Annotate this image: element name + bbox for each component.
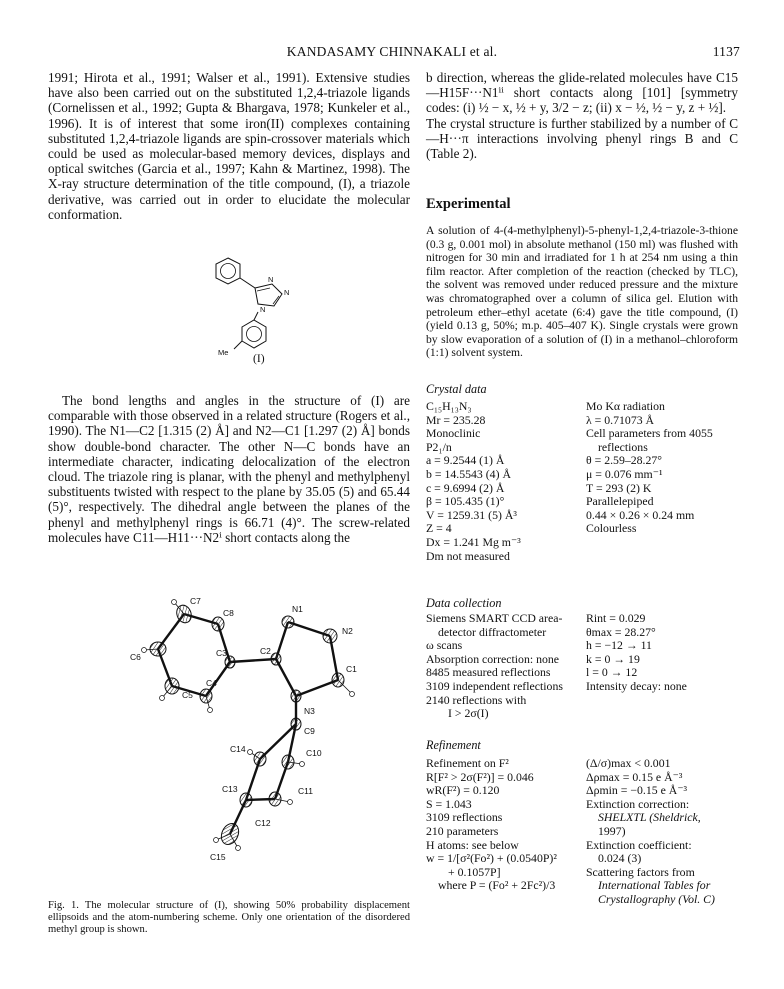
atom-label-c15: C15 [210, 852, 226, 862]
running-title: KANDASAMY CHINNAKALI et al. [286, 44, 498, 59]
atom-label-n1: N1 [292, 604, 303, 614]
experimental-heading: Experimental [426, 196, 511, 212]
refinement-heading: Refinement [426, 738, 481, 752]
atom-label-c8: C8 [223, 608, 234, 618]
atom-label-c4: C4 [206, 678, 217, 688]
data-collection-left: Siemens SMART CCD area- detector diffractometer ω scans Absorption correction: none 8485 measured reflections 3109 independent reflections 2140 reflections with I > 2σ(I) [426, 611, 563, 721]
data-collection-heading: Data collection [426, 596, 502, 610]
atom-label-c9: C9 [304, 726, 315, 736]
scheme-n-top: N [268, 275, 274, 284]
left-paragraph-1: 1991; Hirota et al., 1991; Walser et al., 1991). Extensive studies have also been carried out on the substituted 1,2,4-triazole ligands (Cornelissen et al., 1992; Gupta & Bhargava, 1978; Kunkeler et al., 1996). It is of interest that some iron(II) complexes containing substituted 1,2,4-triazole ligands are spin-crossover materials which could be used as molecular-based memory devices, displays and optical switches (Garcia et al., 1997; Kahn & Martinez, 1998). The X-ray structure determination of the title compound, (I), a triazole derivative, was carried out in order to elucidate the molecular conformation. [48, 70, 410, 222]
atom-label-c13: C13 [222, 784, 238, 794]
atom-label-c1: C1 [346, 664, 357, 674]
atom-label-c2: C2 [260, 646, 271, 656]
atom-label-n3: N3 [304, 706, 315, 716]
figure-caption: Fig. 1. The molecular structure of (I), showing 50% probability displacement ellipsoids and the atom-numbering scheme. Only one orientation of the disordered methyl group is shown. [48, 900, 410, 936]
crystal-data-heading: Crystal data [426, 382, 487, 396]
experimental-text: A solution of 4-(4-methylphenyl)-5-phenyl-1,2,4-triazole-3-thione (0.3 g, 0.001 mol) in absolute methanol (150 ml) was flushed with nitrogen for 30 min and irradiated for 1 h at 254 nm using a thin film reactor. After completion of the reaction (checked by TLC), the solvent was removed under reduced pressure and the mixture was chromatographed over a column of silica gel. Elution with petroleum ether–ethyl acetate (6:4) gave the title compound, (I) (yield 0.13 g, 50%; m.p. 405–407 K). Single crystals were grown by slow evaporation of a solution of (I) in a methanol–chloroform (1:1) solvent system. [426, 224, 738, 360]
atom-label-c7: C7 [190, 596, 201, 606]
scheme-n-bottom: N [260, 305, 266, 314]
page-number: 1137 [712, 44, 740, 59]
left-paragraph-2: The bond lengths and angles in the structure of (I) are comparable with those observed in a related structure (Rogers et al., 1990). The N1—C2 [1.315 (2) Å] and N2—C1 [1.297 (2) Å] bonds show double-bond character. The other N—C bonds have an intermediate character, indicating delocalization of the electron cloud. The triazole ring is planar, with the phenyl and methylphenyl substituents twisted with respect to the plane by 35.05 (5) and 65.44 (5)°, respectively. The dihedral angle between the planes of the phenyl and methylphenyl rings is 66.71 (4)°. The screw-related molecules have C11—H11···N2ⁱ short contacts along the [48, 393, 410, 545]
atom-label-c3: C3 [216, 648, 227, 658]
ortep-figure [100, 594, 390, 874]
atom-label-c5: C5 [182, 690, 193, 700]
atom-label-n2: N2 [342, 626, 353, 636]
atom-label-c10: C10 [306, 748, 322, 758]
atom-label-c11: C11 [298, 786, 313, 796]
refinement-left: Refinement on F² R[F² > 2σ(F²)] = 0.046 wR(F²) = 0.120 S = 1.043 3109 reflections 210 parameters H atoms: see below w = 1/[σ²(Fo²) + (0.0540P)² + 0.1057P] where P = (Fo² + 2Fc²)/3 [426, 756, 557, 893]
refinement-right: (Δ/σ)max < 0.001 Δρmax = 0.15 e Å⁻³ Δρmin = −0.15 e Å⁻³ Extinction correction: SHELXTL (Sheldrick, 1997) Extinction coefficient: 0.024 (3) Scattering factors from International Tables for Crystallography (Vol. C) [586, 756, 715, 906]
crystal-data-left: C₁₅H₁₃N₃ Mr = 235.28 Monoclinic P2₁/n a = 9.2544 (1) Å b = 14.5543 (4) Å c = 9.6994 (2) Å β = 105.435 (1)° V = 1259.31 (5) Å³ Z = 4 Dx = 1.241 Mg m⁻³ Dm not measured [426, 399, 521, 563]
scheme-n-right: N [284, 288, 290, 297]
atom-label-c12: C12 [255, 818, 271, 828]
right-paragraph-cont: b direction, whereas the glide-related molecules have C15—H15F···N1ⁱⁱ short contacts along [101] [symmetry codes: (i) ½ − x, ½ + y, 3/2 − z; (ii) x − ½, ½ − y, z + ½]. The crystal structure is further stabilized by a number of C—H···π interactions involving phenyl rings B and C (Table 2). [426, 70, 738, 162]
scheme-label: (I) [253, 352, 265, 365]
atom-label-c6: C6 [130, 652, 141, 662]
chemical-scheme [200, 244, 350, 362]
crystal-data-right: Mo Kα radiation λ = 0.71073 Å Cell parameters from 4055 reflections θ = 2.59–28.27° μ = 0.076 mm⁻¹ T = 293 (2) K Parallelepiped 0.44 × 0.26 × 0.24 mm Colourless [586, 399, 713, 536]
scheme-methyl: Me [218, 348, 229, 357]
data-collection-right: Rint = 0.029 θmax = 28.27° h = −12 → 11 k = 0 → 19 l = 0 → 12 Intensity decay: none [586, 611, 687, 693]
atom-label-c14: C14 [230, 744, 246, 754]
